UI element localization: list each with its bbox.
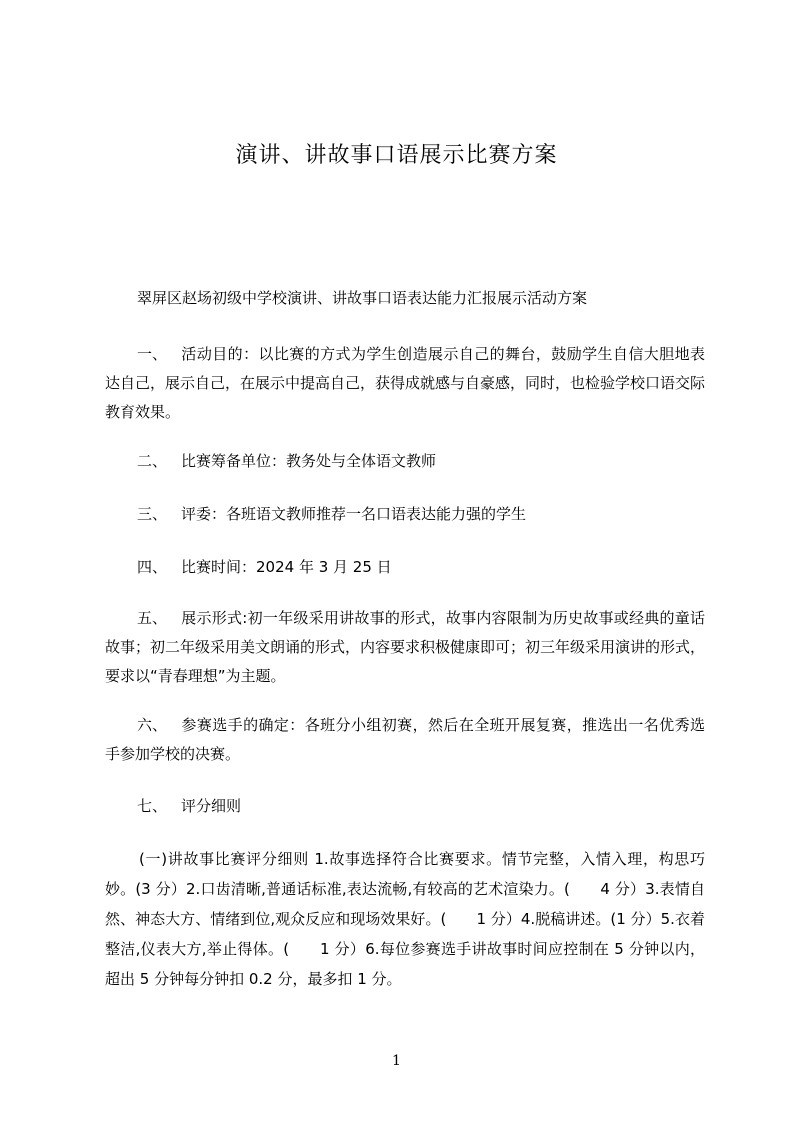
section-text: 评分细则	[181, 797, 242, 815]
page-number: 1	[392, 1053, 401, 1069]
section-text: 参赛选手的确定：各班分小组初赛，然后在全班开展复赛，推选出一名优秀选手参加学校的决赛。	[105, 716, 705, 763]
section-number: 六、	[137, 716, 168, 734]
section-text: 评委：各班语文教师推荐一名口语表达能力强的学生	[181, 505, 527, 523]
section-3	[105, 500, 705, 529]
section-text: 比赛时间：2024 年 3 月 25 日	[181, 558, 392, 576]
section-number: 二、	[137, 452, 168, 470]
section-number: 七、	[137, 797, 168, 815]
section-text: 活动目的：以比赛的方式为学生创造展示自己的舞台，鼓励学生自信大胆地表达自己，展示自己，在展示中提高自己，获得成就感与自豪感，同时，也检验学校口语交际教育效果。	[105, 345, 706, 421]
scoring-detail-text: (一)讲故事比赛评分细则 1.故事选择符合比赛要求。情节完整，入情入理，构思巧妙。(3 分）2.口齿清晰,普通话标准,表达流畅,有较高的艺术渲染力。( 4 分）3.表情自然、神态大方、情绪到位,观众反应和现场效果好。( 1 分）4.脱稿讲述。(1 分）5.衣着整洁,仪表大方,举止得体。( 1 分）6.每位参赛选手讲故事时间应控制在 5 分钟以内，超出 5 分钟每分钟扣 0.2 分，最多扣 1 分。	[105, 850, 705, 988]
section-4	[105, 553, 705, 582]
section-text: 比赛筹备单位：教务处与全体语文教师	[181, 452, 437, 470]
section-5	[105, 604, 705, 691]
section-6	[105, 711, 705, 769]
section-7	[105, 792, 705, 821]
section-number: 三、	[137, 505, 168, 523]
scoring-detail-paragraph	[105, 844, 705, 994]
document-subtitle: 翠屏区赵场初级中学校演讲、讲故事口语表达能力汇报展示活动方案	[137, 289, 588, 307]
section-number: 五、	[137, 609, 168, 627]
document-title: 演讲、讲故事口语展示比赛方案	[235, 143, 558, 168]
section-number: 四、	[137, 558, 168, 576]
section-1	[105, 340, 705, 427]
section-2	[105, 447, 705, 476]
section-number: 一、	[137, 345, 168, 363]
section-text: 展示形式:初一年级采用讲故事的形式，故事内容限制为历史故事或经典的童话故事；初二年级采用美文朗诵的形式，内容要求积极健康即可；初三年级采用演讲的形式，要求以“青春理想”为主题。	[105, 609, 706, 685]
